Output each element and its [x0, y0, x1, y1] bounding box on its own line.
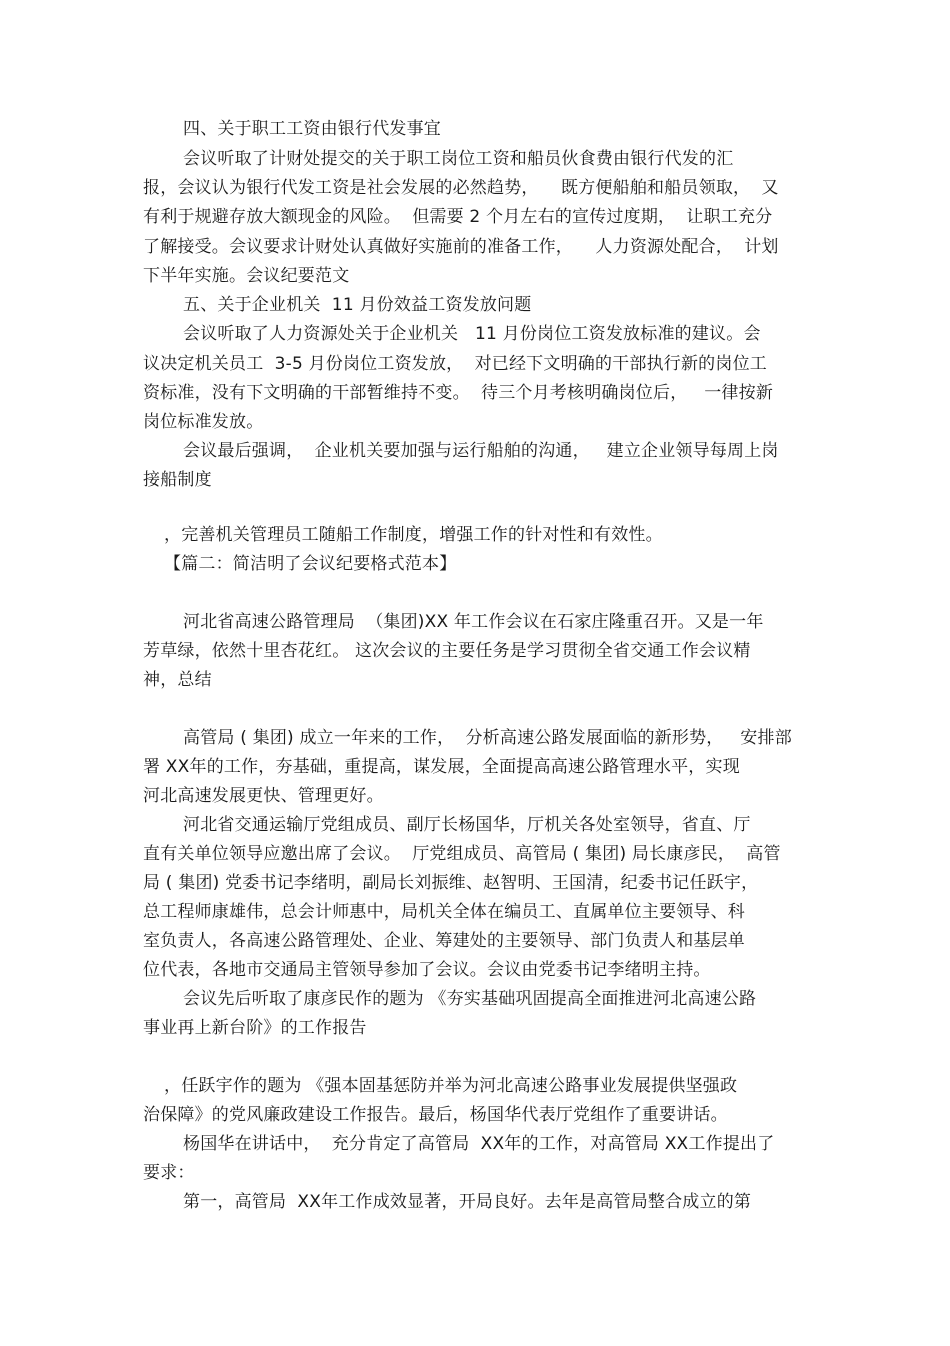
paragraph-line: 杨国华在讲话中， 充分肯定了高管局 XX年的工作，对高管局 XX工作提出了 [183, 1134, 775, 1154]
paragraph-line: 署 XX年的工作，夯基础，重提高，谋发展，全面提高高速公路管理水平，实现 [143, 757, 740, 777]
paragraph-line: 了解接受。会议要求计财处认真做好实施前的准备工作， 人力资源处配合， 计划 [143, 237, 779, 257]
paragraph-line: 报，会议认为银行代发工资是社会发展的必然趋势， 既方便船舶和船员领取， 又 [143, 178, 779, 198]
paragraph-line: 事业再上新台阶》的工作报告 [143, 1018, 367, 1038]
paragraph-line: 河北高速发展更快、管理更好。 [143, 786, 384, 806]
paragraph-line: 高管局 ( 集团) 成立一年来的工作， 分析高速公路发展面临的新形势， 安排部 [183, 728, 792, 748]
paragraph-line: 治保障》的党风廉政建设工作报告。最后，杨国华代表厅党组作了重要讲话。 [143, 1105, 728, 1125]
paragraph-line: 资标准，没有下文明确的干部暂维持不变。 待三个月考核明确岗位后， 一律按新 [143, 383, 774, 403]
paragraph-line: 第一，高管局 XX年工作成效显著，开局良好。去年是高管局整合成立的第 [183, 1192, 752, 1212]
paragraph-line: 会议听取了计财处提交的关于职工岗位工资和船员伙食费由银行代发的汇 [183, 149, 734, 169]
paragraph-line: 要求： [143, 1163, 195, 1183]
part-two-heading: 【篇二：简洁明了会议纪要格式范本】 [164, 554, 457, 574]
paragraph-line: 有利于规避存放大额现金的风险。 但需要 2 个月左右的宣传过度期， 让职工充分 [143, 207, 773, 227]
paragraph-line: 局 ( 集团) 党委书记李绪明，副局长刘振维、赵智明、王国清，纪委书记任跃宇， [143, 873, 759, 893]
paragraph-line: 总工程师康雄伟，总会计师惠中，局机关全体在编员工、直属单位主要领导、科 [143, 902, 745, 922]
paragraph-line: ，完善机关管理员工随船工作制度，增强工作的针对性和有效性。 [164, 525, 663, 545]
paragraph-line: 河北省高速公路管理局 （集团)XX 年工作会议在石家庄隆重召开。又是一年 [183, 612, 764, 632]
paragraph-line: 会议最后强调， 企业机关要加强与运行船舶的沟通， 建立企业领导每周上岗 [183, 441, 779, 461]
paragraph-line: 议决定机关员工 3-5 月份岗位工资发放， 对已经下文明确的干部执行新的岗位工 [143, 354, 767, 374]
paragraph-line: 直有关单位领导应邀出席了会议。 厅党组成员、高管局 ( 集团) 局长康彦民， 高管 [143, 844, 781, 864]
paragraph-line: 接船制度 [143, 470, 212, 490]
section-heading-4: 四、关于职工工资由银行代发事宜 [183, 119, 441, 139]
section-heading-5: 五、关于企业机关 11 月份效益工资发放问题 [183, 295, 532, 315]
paragraph-line: 芳草绿，依然十里杏花红。 这次会议的主要任务是学习贯彻全省交通工作会议精 [143, 641, 751, 661]
paragraph-line: 室负责人，各高速公路管理处、企业、筹建处的主要领导、部门负责人和基层单 [143, 931, 745, 951]
paragraph-line: 会议听取了人力资源处关于企业机关 11 月份岗位工资发放标准的建议。会 [183, 324, 761, 344]
paragraph-line: 会议先后听取了康彦民作的题为 《夯实基础巩固提高全面推进河北高速公路 [183, 989, 757, 1009]
paragraph-line: 位代表，各地市交通局主管领导参加了会议。会议由党委书记李绪明主持。 [143, 960, 711, 980]
paragraph-line: 下半年实施。会议纪要范文 [143, 266, 350, 286]
paragraph-line: 神，总结 [143, 670, 212, 690]
paragraph-line: ，任跃宇作的题为 《强本固基惩防并举为河北高速公路事业发展提供坚强政 [164, 1076, 738, 1096]
paragraph-line: 岗位标准发放。 [143, 412, 264, 432]
paragraph-line: 河北省交通运输厅党组成员、副厅长杨国华，厅机关各处室领导，省直、厅 [183, 815, 751, 835]
